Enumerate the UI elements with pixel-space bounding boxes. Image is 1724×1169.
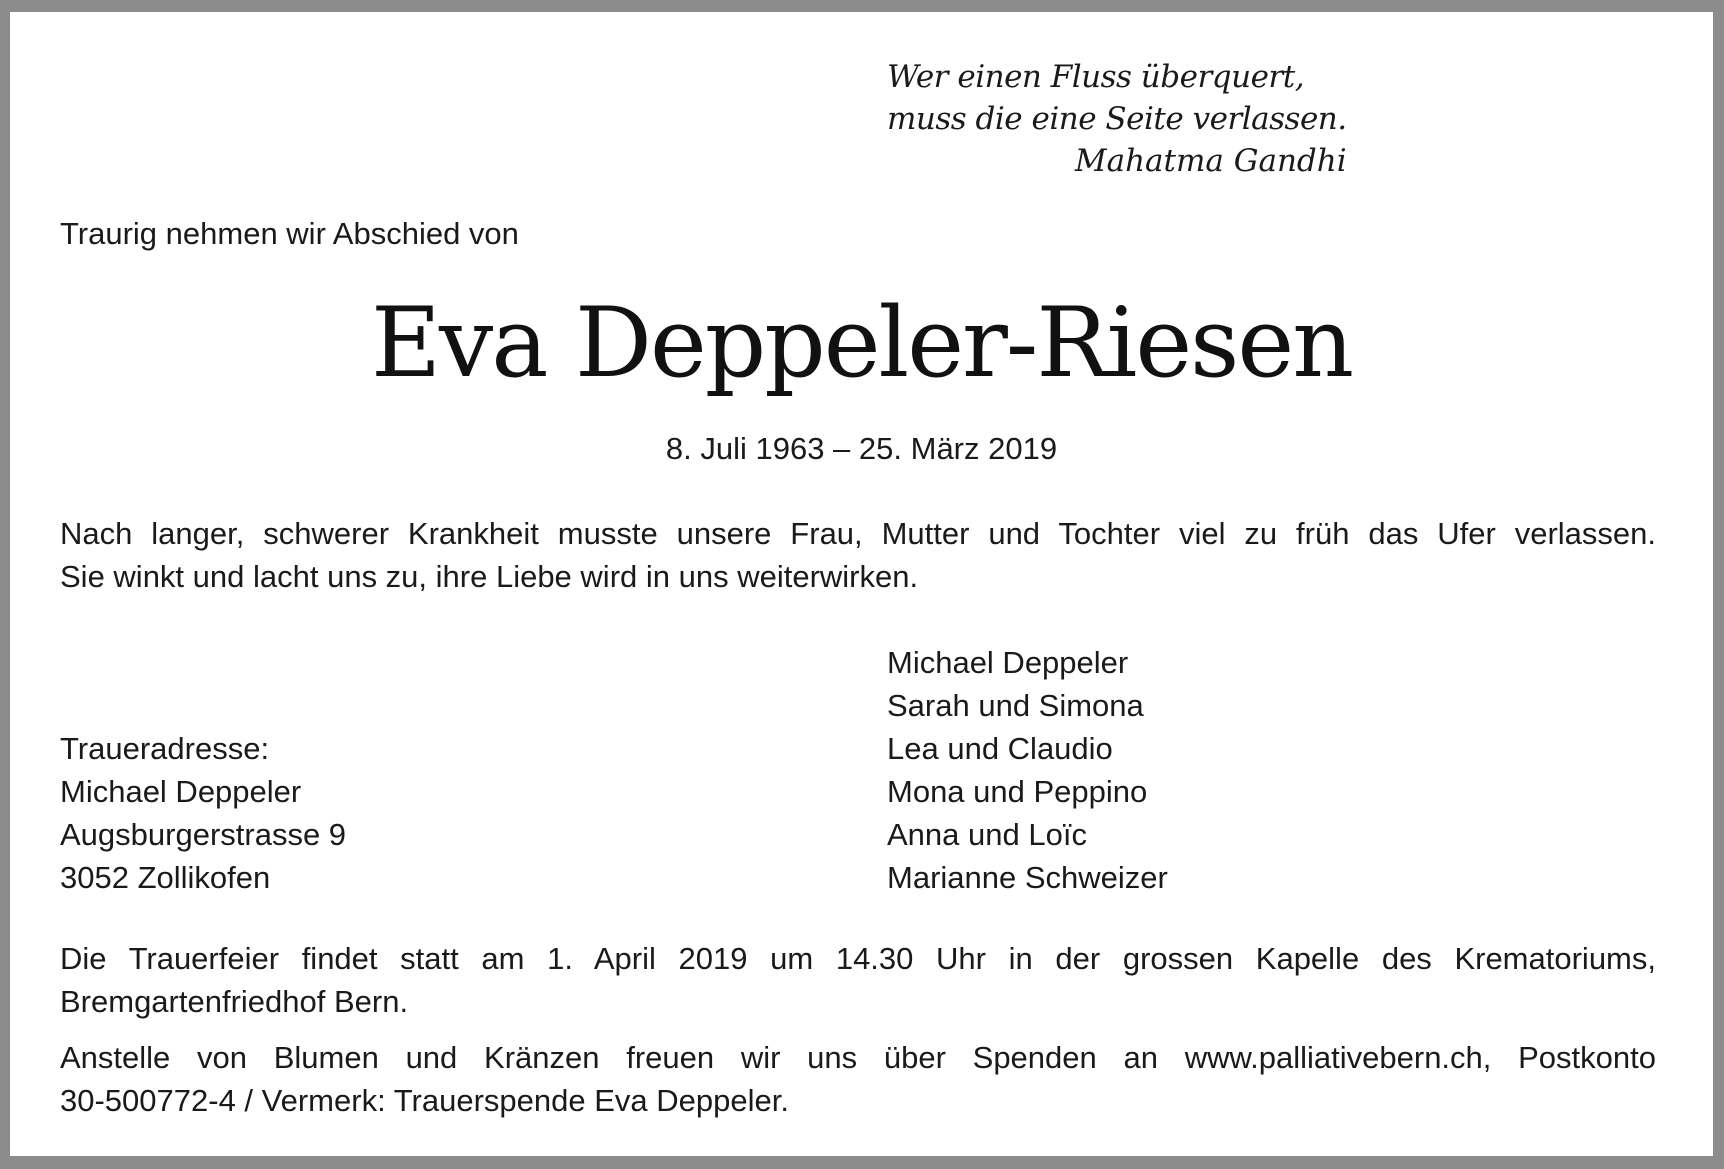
ceremony-line: Bremgartenfriedhof Bern.: [60, 984, 409, 1019]
family-member: Marianne Schweizer: [887, 860, 1168, 895]
quote-line: Wer einen Fluss überquert,: [887, 59, 1305, 95]
donation-paragraph: [60, 1036, 1656, 1122]
ceremony-paragraph: [60, 937, 1656, 1023]
obituary-page: [10, 12, 1713, 1156]
address-line: Michael Deppeler: [60, 774, 302, 809]
message-line: Sie winkt und lacht uns zu, ihre Liebe wird in uns weiterwirken.: [60, 559, 919, 594]
address-label: Traueradresse:: [60, 731, 270, 766]
quote-line: muss die eine Seite verlassen.: [887, 101, 1347, 137]
life-dates: 8. Juli 1963 – 25. März 2019: [665, 431, 1058, 466]
mourning-address: [60, 727, 346, 899]
donation-line: 30-500772-4 / Vermerk: Trauerspende Eva Deppeler.: [60, 1083, 789, 1118]
message-line: Nach langer, schwerer Krankheit musste unsere Frau, Mutter und Tochter viel zu früh das Ufer verlassen.: [60, 516, 1656, 551]
family-member: Michael Deppeler: [887, 645, 1129, 680]
message-paragraph: [60, 512, 1656, 598]
address-line: 3052 Zollikofen: [60, 860, 271, 895]
family-member: Mona und Peppino: [887, 774, 1148, 809]
quote-block: [887, 56, 1347, 182]
family-list: [887, 641, 1168, 899]
address-line: Augsburgerstrasse 9: [60, 817, 347, 852]
deceased-name: Eva Deppeler-Riesen: [370, 287, 1353, 399]
family-member: Lea und Claudio: [887, 731, 1113, 766]
quote-author: Mahatma Gandhi: [1074, 143, 1347, 179]
family-member: Anna und Loïc: [887, 817, 1087, 852]
intro-text: Traurig nehmen wir Abschied von: [60, 216, 519, 251]
ceremony-line: Die Trauerfeier findet statt am 1. April 2019 um 14.30 Uhr in der grossen Kapelle des Krematoriums,: [60, 941, 1656, 976]
family-member: Sarah und Simona: [887, 688, 1144, 723]
donation-line: Anstelle von Blumen und Kränzen freuen wir uns über Spenden an www.palliativebern.ch, Postkonto: [60, 1040, 1656, 1075]
